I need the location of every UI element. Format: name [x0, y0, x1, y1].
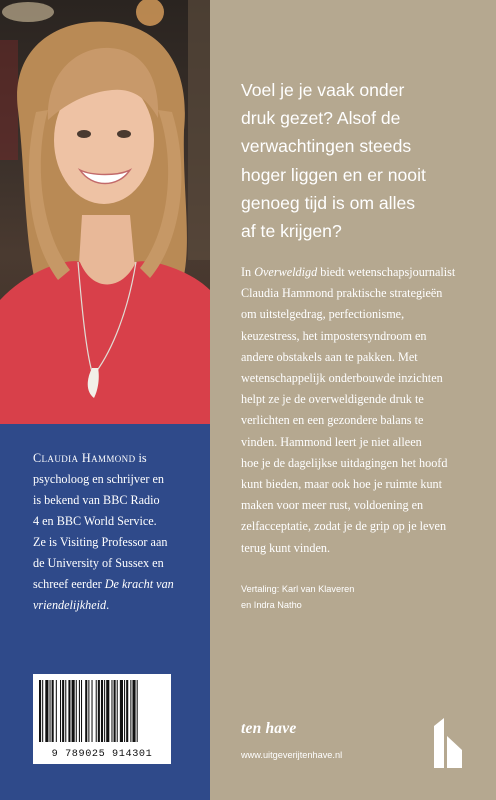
isbn-barcode: [33, 674, 171, 764]
barcode-bar: [60, 680, 61, 742]
barcode-bar: [76, 680, 77, 742]
barcode-bar: [42, 680, 43, 742]
tagline: Voel je je vaak onder druk gezet? Alsof de verwachtingen steeds hoger liggen en er nooit genoeg tijd is om alles af te krijgen?: [241, 80, 426, 242]
barcode-bar: [65, 680, 66, 742]
barcode-bar: [126, 680, 128, 742]
barcode-bar: [124, 680, 125, 742]
barcode-bar: [130, 680, 131, 742]
background-detail: [0, 40, 18, 160]
barcode-bar: [62, 680, 64, 742]
background-window: [188, 0, 210, 260]
barcode-bar: [132, 680, 135, 742]
previous-book-title: De kracht van: [104, 577, 174, 591]
author-name: Claudia Hammond: [33, 451, 136, 465]
background-lamp: [2, 2, 54, 22]
barcode-bar: [85, 680, 87, 742]
barcode-bar: [88, 680, 89, 742]
background-lamp: [136, 0, 164, 26]
barcode-bar: [72, 680, 75, 742]
left-eye: [77, 130, 91, 138]
barcode-bar: [106, 680, 109, 742]
barcode-bar: [52, 680, 54, 742]
isbn-number: 9 789025 914301: [51, 749, 153, 760]
barcode-bar: [92, 680, 93, 742]
barcode-bar: [96, 680, 97, 742]
barcode-bar: [56, 680, 57, 742]
barcode-bar: [117, 680, 118, 742]
barcode-bar: [111, 680, 112, 742]
barcode-bar: [101, 680, 103, 742]
barcode-bar: [120, 680, 123, 742]
publisher-url: www.uitgeverijtenhave.nl: [241, 750, 343, 760]
right-eye: [117, 130, 131, 138]
book-description: In Overweldigd biedt wetenschapsjournalist Claudia Hammond praktische strategieën om uitstelgedrag, perfectionisme, keuzestress, het impostersyndroom en andere obstakels aan te pakken. Met wetenschappelijk onderbouwde inzichten helpt ze je de overweldigende druk te verlichten en een gezondere balans te vinden. Hammond leert je niet alleen hoe je de dagelijkse uitdagingen het hoofd kunt bieden, maar ook hoe je ruimte kunt maken voor meer rust, voldoening en zelfacceptatie, zodat je de grip op je leven terug kunt vinden.: [241, 265, 456, 555]
barcode-bars: [39, 680, 165, 742]
barcode-bar: [104, 680, 105, 742]
publisher-logo-icon: [430, 716, 466, 768]
red-shirt: [0, 261, 210, 424]
barcode-bar: [81, 680, 82, 742]
barcode-bar: [137, 680, 138, 742]
barcode-bar: [39, 680, 41, 742]
translation-credit: Vertaling: Karl van Klaveren en Indra Natho: [241, 584, 355, 610]
publisher-name: ten have: [241, 720, 297, 737]
barcode-bar: [79, 680, 80, 742]
barcode-bar: [98, 680, 100, 742]
barcode-bar: [45, 680, 48, 742]
barcode-bar: [50, 680, 51, 742]
author-bio: Claudia Hammond is psycholoog en schrijver en is bekend van BBC Radio 4 en BBC World Service. Ze is Visiting Professor aan de University of Sussex en schreef eerder De kracht van vriendelijkheid.: [33, 451, 174, 612]
barcode-bar: [114, 680, 116, 742]
barcode-bar: [68, 680, 70, 742]
book-title: Overweldigd: [254, 265, 318, 279]
author-photo: [0, 0, 210, 424]
author-photo-illustration: [0, 0, 210, 424]
